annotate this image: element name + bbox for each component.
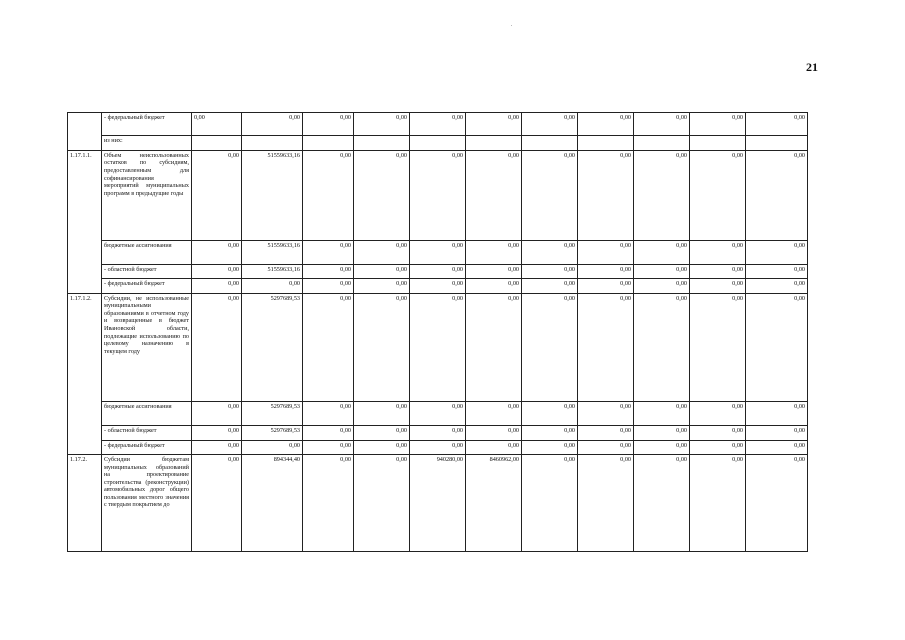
empty-cell <box>522 136 578 150</box>
scan-speck <box>511 25 512 26</box>
value-cell: 0,00 <box>354 454 410 551</box>
value-cell: 5297689,53 <box>242 426 303 440</box>
table-row <box>68 426 808 440</box>
empty-cell <box>690 136 746 150</box>
value-cell: 0,00 <box>192 265 242 279</box>
value-cell: 0,00 <box>192 426 242 440</box>
value-cell: 0,00 <box>354 113 410 136</box>
value-cell: 0,00 <box>634 293 690 401</box>
table-row <box>68 401 808 426</box>
row-code: 1.17.1.2. <box>68 293 102 454</box>
value-cell: 0,00 <box>466 113 522 136</box>
empty-cell <box>354 136 410 150</box>
value-cell: 0,00 <box>466 240 522 265</box>
value-cell: 0,00 <box>303 440 354 454</box>
value-cell: 0,00 <box>634 240 690 265</box>
value-cell: 0,00 <box>303 113 354 136</box>
value-cell: 0,00 <box>578 240 634 265</box>
value-cell: 0,00 <box>410 401 466 426</box>
value-cell: 0,00 <box>522 401 578 426</box>
value-cell: 0,00 <box>522 440 578 454</box>
value-cell: 0,00 <box>522 454 578 551</box>
row-label: - федеральный бюджет <box>102 279 192 293</box>
value-cell: 0,00 <box>578 454 634 551</box>
table-row <box>68 240 808 265</box>
value-cell: 0,00 <box>634 401 690 426</box>
value-cell: 0,00 <box>690 113 746 136</box>
value-cell: 0,00 <box>746 113 808 136</box>
value-cell: 0,00 <box>634 454 690 551</box>
value-cell: 894344,40 <box>242 454 303 551</box>
value-cell: 0,00 <box>303 150 354 240</box>
value-cell: 0,00 <box>690 265 746 279</box>
row-label: - федеральный бюджет <box>102 440 192 454</box>
empty-cell <box>466 136 522 150</box>
value-cell: 0,00 <box>354 401 410 426</box>
value-cell: 0,00 <box>746 454 808 551</box>
value-cell: 0,00 <box>578 293 634 401</box>
value-cell: 0,00 <box>690 240 746 265</box>
value-cell: 0,00 <box>578 150 634 240</box>
value-cell: 0,00 <box>746 240 808 265</box>
row-label: Субсидии, не использованные муниципальными образованиями в отчетном году и возвращенные в бюджет Ивановской области, подлежащие использованию по целевому назначению в текущем году <box>102 293 192 401</box>
table-row <box>68 279 808 293</box>
value-cell: 0,00 <box>578 401 634 426</box>
empty-cell <box>410 136 466 150</box>
value-cell: 5297689,53 <box>242 293 303 401</box>
row-code: 1.17.1.1. <box>68 150 102 293</box>
value-cell: 0,00 <box>522 279 578 293</box>
value-cell: 940280,00 <box>410 454 466 551</box>
value-cell: 0,00 <box>192 279 242 293</box>
value-cell: 0,00 <box>466 440 522 454</box>
value-cell: 0,00 <box>578 426 634 440</box>
value-cell: 0,00 <box>466 265 522 279</box>
value-cell: 0,00 <box>303 240 354 265</box>
empty-cell <box>578 136 634 150</box>
value-cell: 0,00 <box>354 440 410 454</box>
value-cell: 0,00 <box>746 265 808 279</box>
row-label: - областной бюджет <box>102 265 192 279</box>
value-cell: 0,00 <box>410 150 466 240</box>
value-cell: 0,00 <box>634 279 690 293</box>
value-cell: 0,00 <box>522 240 578 265</box>
value-cell: 5297689,53 <box>242 401 303 426</box>
table-row <box>68 113 808 136</box>
value-cell: 0,00 <box>634 426 690 440</box>
value-cell: 0,00 <box>354 426 410 440</box>
value-cell: 0,00 <box>578 279 634 293</box>
value-cell: 0,00 <box>192 401 242 426</box>
value-cell: 0,00 <box>690 150 746 240</box>
value-cell: 0,00 <box>578 113 634 136</box>
value-cell: 0,00 <box>466 426 522 440</box>
table-row <box>68 440 808 454</box>
value-cell: 0,00 <box>192 113 242 136</box>
row-code: 1.17.2. <box>68 454 102 551</box>
table-row <box>68 136 808 150</box>
value-cell: 0,00 <box>466 293 522 401</box>
row-label: бюджетные ассигнования <box>102 401 192 426</box>
value-cell: 0,00 <box>354 293 410 401</box>
value-cell: 0,00 <box>466 401 522 426</box>
value-cell: 0,00 <box>522 113 578 136</box>
table-row <box>68 454 808 551</box>
value-cell: 0,00 <box>410 293 466 401</box>
value-cell: 0,00 <box>746 426 808 440</box>
row-label: - федеральный бюджет <box>102 113 192 136</box>
value-cell: 0,00 <box>410 279 466 293</box>
value-cell: 0,00 <box>354 265 410 279</box>
row-code <box>68 113 102 151</box>
value-cell: 0,00 <box>303 401 354 426</box>
value-cell: 0,00 <box>354 150 410 240</box>
page-number: 21 <box>806 60 818 74</box>
value-cell: 0,00 <box>192 454 242 551</box>
value-cell: 8460962,00 <box>466 454 522 551</box>
row-label: Субсидии бюджетам муниципальных образований на проектирование строительства (реконструкции) автомобильных дорог общего пользования местного значения с твердым покрытием до <box>102 454 192 551</box>
value-cell: 0,00 <box>410 265 466 279</box>
row-label: бюджетные ассигнования <box>102 240 192 265</box>
budget-table <box>67 112 808 552</box>
value-cell: 0,00 <box>354 240 410 265</box>
value-cell: 0,00 <box>690 293 746 401</box>
row-label: из них: <box>102 136 192 150</box>
value-cell: 0,00 <box>690 426 746 440</box>
value-cell: 0,00 <box>466 150 522 240</box>
value-cell: 51559633,16 <box>242 150 303 240</box>
value-cell: 0,00 <box>303 265 354 279</box>
value-cell: 51559633,16 <box>242 240 303 265</box>
table-row <box>68 293 808 401</box>
value-cell: 0,00 <box>522 426 578 440</box>
value-cell: 0,00 <box>242 440 303 454</box>
value-cell: 0,00 <box>522 265 578 279</box>
value-cell: 0,00 <box>634 440 690 454</box>
table-row <box>68 265 808 279</box>
value-cell: 0,00 <box>522 293 578 401</box>
empty-cell <box>242 136 303 150</box>
value-cell: 0,00 <box>303 279 354 293</box>
value-cell: 0,00 <box>410 426 466 440</box>
value-cell: 0,00 <box>242 279 303 293</box>
value-cell: 0,00 <box>192 440 242 454</box>
empty-cell <box>192 136 242 150</box>
value-cell: 0,00 <box>746 293 808 401</box>
value-cell: 0,00 <box>690 440 746 454</box>
value-cell: 0,00 <box>192 240 242 265</box>
value-cell: 0,00 <box>690 279 746 293</box>
value-cell: 0,00 <box>303 426 354 440</box>
empty-cell <box>303 136 354 150</box>
value-cell: 0,00 <box>690 454 746 551</box>
value-cell: 0,00 <box>746 150 808 240</box>
value-cell: 0,00 <box>578 440 634 454</box>
value-cell: 0,00 <box>746 279 808 293</box>
value-cell: 0,00 <box>746 401 808 426</box>
row-label: - областной бюджет <box>102 426 192 440</box>
value-cell: 0,00 <box>192 150 242 240</box>
value-cell: 0,00 <box>466 279 522 293</box>
empty-cell <box>746 136 808 150</box>
value-cell: 51559633,16 <box>242 265 303 279</box>
value-cell: 0,00 <box>242 113 303 136</box>
value-cell: 0,00 <box>303 293 354 401</box>
value-cell: 0,00 <box>634 150 690 240</box>
value-cell: 0,00 <box>634 113 690 136</box>
value-cell: 0,00 <box>192 293 242 401</box>
value-cell: 0,00 <box>354 279 410 293</box>
empty-cell <box>634 136 690 150</box>
value-cell: 0,00 <box>303 454 354 551</box>
table-row <box>68 150 808 240</box>
value-cell: 0,00 <box>410 113 466 136</box>
value-cell: 0,00 <box>410 440 466 454</box>
value-cell: 0,00 <box>578 265 634 279</box>
value-cell: 0,00 <box>634 265 690 279</box>
value-cell: 0,00 <box>522 150 578 240</box>
value-cell: 0,00 <box>746 440 808 454</box>
value-cell: 0,00 <box>690 401 746 426</box>
row-label: Объем неиспользованных остатков по субсидиям, предоставленным для софинансирования мероприятий муниципальных программ в предыдущие годы <box>102 150 192 240</box>
value-cell: 0,00 <box>410 240 466 265</box>
